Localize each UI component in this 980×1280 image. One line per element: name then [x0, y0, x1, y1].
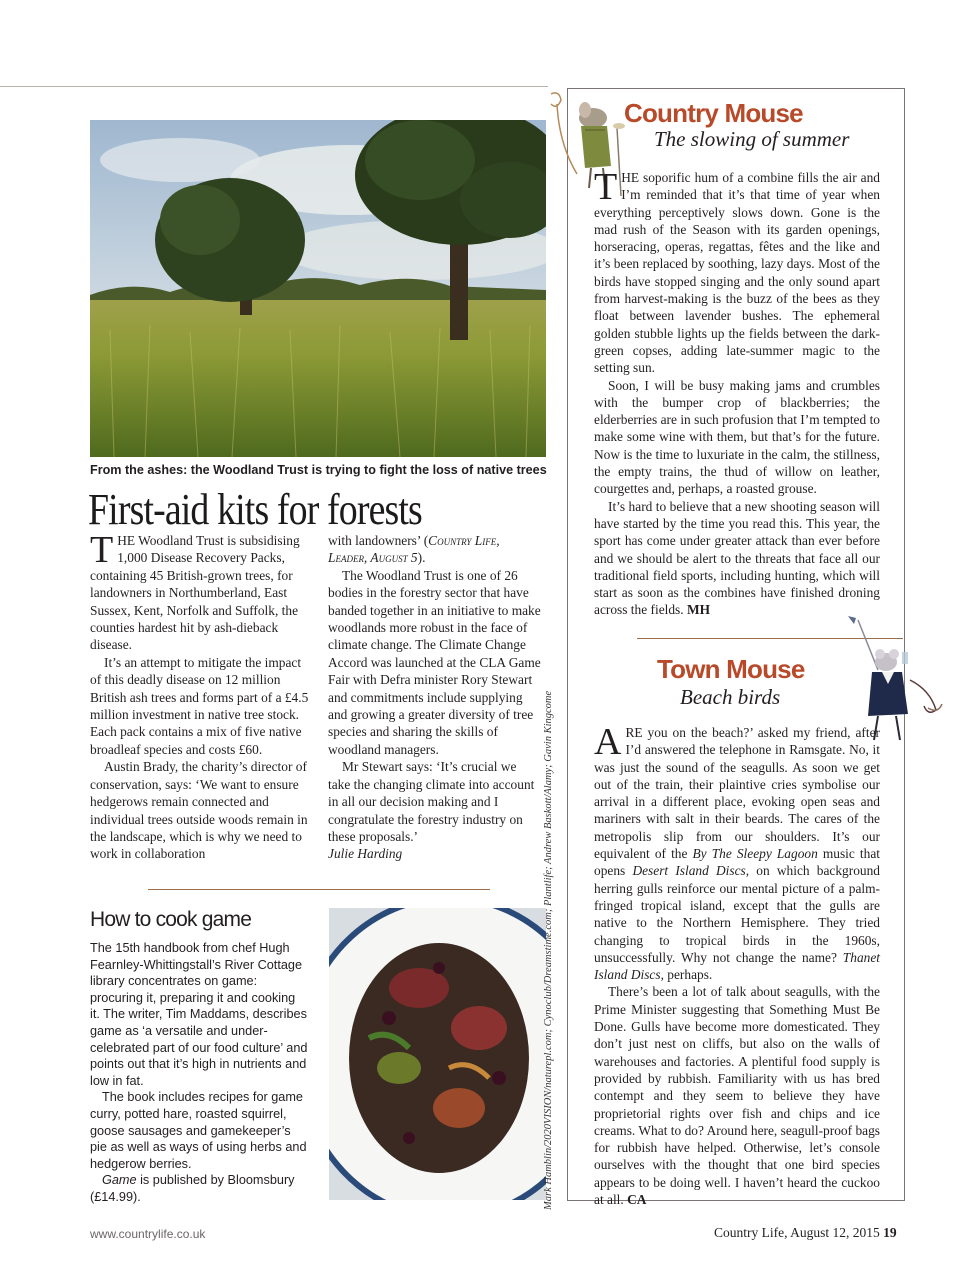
town-mouse-title: Town Mouse	[657, 654, 805, 684]
country-mouse-body	[594, 166, 880, 619]
column-paragraph: There’s been a lot of talk about seagulls, with the Prime Minister suggesting that Something Must Be Done. Gulls have become more domesticated. They don’t just nest on cliffs, but also on the walls of warehouses and factories. A plentiful food supply is provided by rubbish. Familiarity with us has bred contempt and they seem to believe they have proprietorial rights over fish and chips and ice creams. What to do? Around here, seagull-proof bags for rubbish have helped. Otherwise, let’s console ourselves with the thought that one bird species appears to be doing well. I haven’t heard the cuckoo at all. CA	[594, 984, 880, 1208]
footer-url[interactable]: www.countrylife.co.uk	[90, 1227, 206, 1241]
wheat-field-photo	[90, 120, 546, 457]
article-headline: First-aid kits for forests	[88, 485, 422, 534]
drop-cap: A	[594, 721, 622, 763]
signoff: CA	[627, 1192, 647, 1208]
country-mouse-title: Country Mouse	[624, 98, 803, 128]
column-paragraph: It’s hard to believe that a new shooting season will have started by the time you read this. This year, the sport has come under greater attack than ever before and we should be alert to the threats that face all our traditional field sports, including hunting, which will start as soon as the combines have finished droning across the fields. MH	[594, 498, 880, 618]
article-column-2	[328, 532, 542, 863]
footer-issue: Country Life, August 12, 2015 19	[714, 1225, 897, 1240]
article-column-1	[90, 529, 310, 863]
byline: Julie Harding	[328, 846, 403, 862]
column-paragraph: THE soporific hum of a combine fills the air and I’m reminded that it’s that time of year when everything perceptively slows down. Gone is the mad rush of the Season with its garden openings, horseracing, operas, regattas, fêtes and the like and it’s been replaced by soothing, lazy days. Most of the birds have stopped singing and the only sound apart from harvest-making is the buzz of the bees as they float between lavender bushes. The ephemeral golden stubble lights up the fields between the dark-green copses, adding late-summer magic to the setting sun.	[594, 166, 880, 376]
photo-credits: Mark Hamblin/2020VISION/naturepl.com; Cynoclub/Dreamstime.com; Plantlife; Andrew Baskott/Alamy; Gavin Kingcome	[543, 690, 554, 1210]
article-paragraph: with landowners’ (Country Life, Leader, August 5).	[328, 533, 500, 566]
source-citation: Country Life, Leader, August 5	[328, 533, 500, 566]
page-number: 19	[883, 1225, 897, 1240]
photo-caption: From the ashes: the Woodland Trust is trying to fight the loss of native trees	[90, 463, 547, 477]
top-rule	[0, 86, 548, 87]
cook-paragraph: The book includes recipes for game curry, potted hare, roasted squirrel, goose sausages and gamekeeper’s pie as well as ways of using herbs and hedgerow berries.	[90, 1090, 307, 1171]
article-paragraph: Austin Brady, the charity’s director of conservation, says: ‘We want to ensure hedgerows remain connected and individual trees outside woods remain in the landscape, which is why we need to work in collaboration	[90, 759, 308, 862]
article-paragraph: THE Woodland Trust is subsidising 1,000 Disease Recovery Packs, containing 45 British-grown trees, for landowners in Northumberland, East Sussex, Kent, Norfolk and Suffolk, the counties hardest hit by ash-dieback disease.	[90, 529, 300, 653]
article-paragraph: Mr Stewart says: ‘It’s crucial we take the changing climate into account in all our decision making and I congratulate the forestry industry on these proposals.’	[328, 759, 535, 844]
cook-body	[90, 940, 308, 1206]
signoff: MH	[686, 602, 711, 618]
cook-heading: How to cook game	[90, 908, 252, 931]
section-divider	[148, 889, 490, 890]
drop-cap: T	[90, 529, 114, 571]
article-paragraph: The Woodland Trust is one of 26 bodies in the forestry sector that have banded together in an initiative to make woodlands more robust in the face of climate change. The Climate Change Accord was launched at the CLA Game Fair with Defra minister Rory Stewart and commitments include supplying and growing a greater diversity of tree species and sharing the skills of woodland managers.	[328, 567, 541, 757]
article-paragraph: It’s an attempt to mitigate the impact of this deadly disease on 12 million British ash trees and forms part of a £4.5 million investment in native tree stock. Each pack contains a mix of five native broadleaf species and costs £60.	[90, 654, 309, 757]
country-mouse-subtitle: The slowing of summer	[654, 127, 850, 151]
column-paragraph: ARE you on the beach?’ asked my friend, after I’d answered the telephone in Ramsgate. No, it was just the sound of the seagulls. As soon we get out of the train, their plaintive cries symbolise our arrival in a different place, evoking open seas and mariners with salt in their beards. The cares of the metropolis slip from our shoulders. It’s our equivalent of the By The Sleepy Lagoon music that opens Desert Island Discs, on which background herring gulls reinforce our mental picture of a palm-fringed tropical island, except that the gulls are native to the Northern Hemisphere. They tried changing to tropical birds in the 1960s, unsuccessfully. Why not change the name? Thanet Island Discs, perhaps.	[594, 721, 880, 983]
drop-cap: T	[594, 166, 618, 208]
game-dish-photo	[329, 908, 546, 1200]
town-mouse-subtitle: Beach birds	[680, 685, 781, 709]
column-paragraph: Soon, I will be busy making jams and crumbles with the bumper crop of blackberries; the elderberries are in such profusion that I’m tempted to make some wine with them, but that’s for the future. Now is the time to luxuriate in the calm, the stillness, the empty trains, the thud of willow on leather, courgettes and, perhaps, a roasted grouse.	[594, 377, 880, 497]
cook-paragraph: The 15th handbook from chef Hugh Fearnley-Whittingstall’s River Cottage library concentrates on game: procuring it, preparing it and cooking it. The writer, Tim Maddams, describes game as ‘a versatile and under-celebrated part of our food culture’ and points out that it’s high in nutrients and low in fat.	[90, 941, 308, 1088]
cook-paragraph: Game is published by Bloomsbury (£14.99).	[90, 1173, 295, 1204]
town-mouse-body	[594, 721, 880, 1208]
